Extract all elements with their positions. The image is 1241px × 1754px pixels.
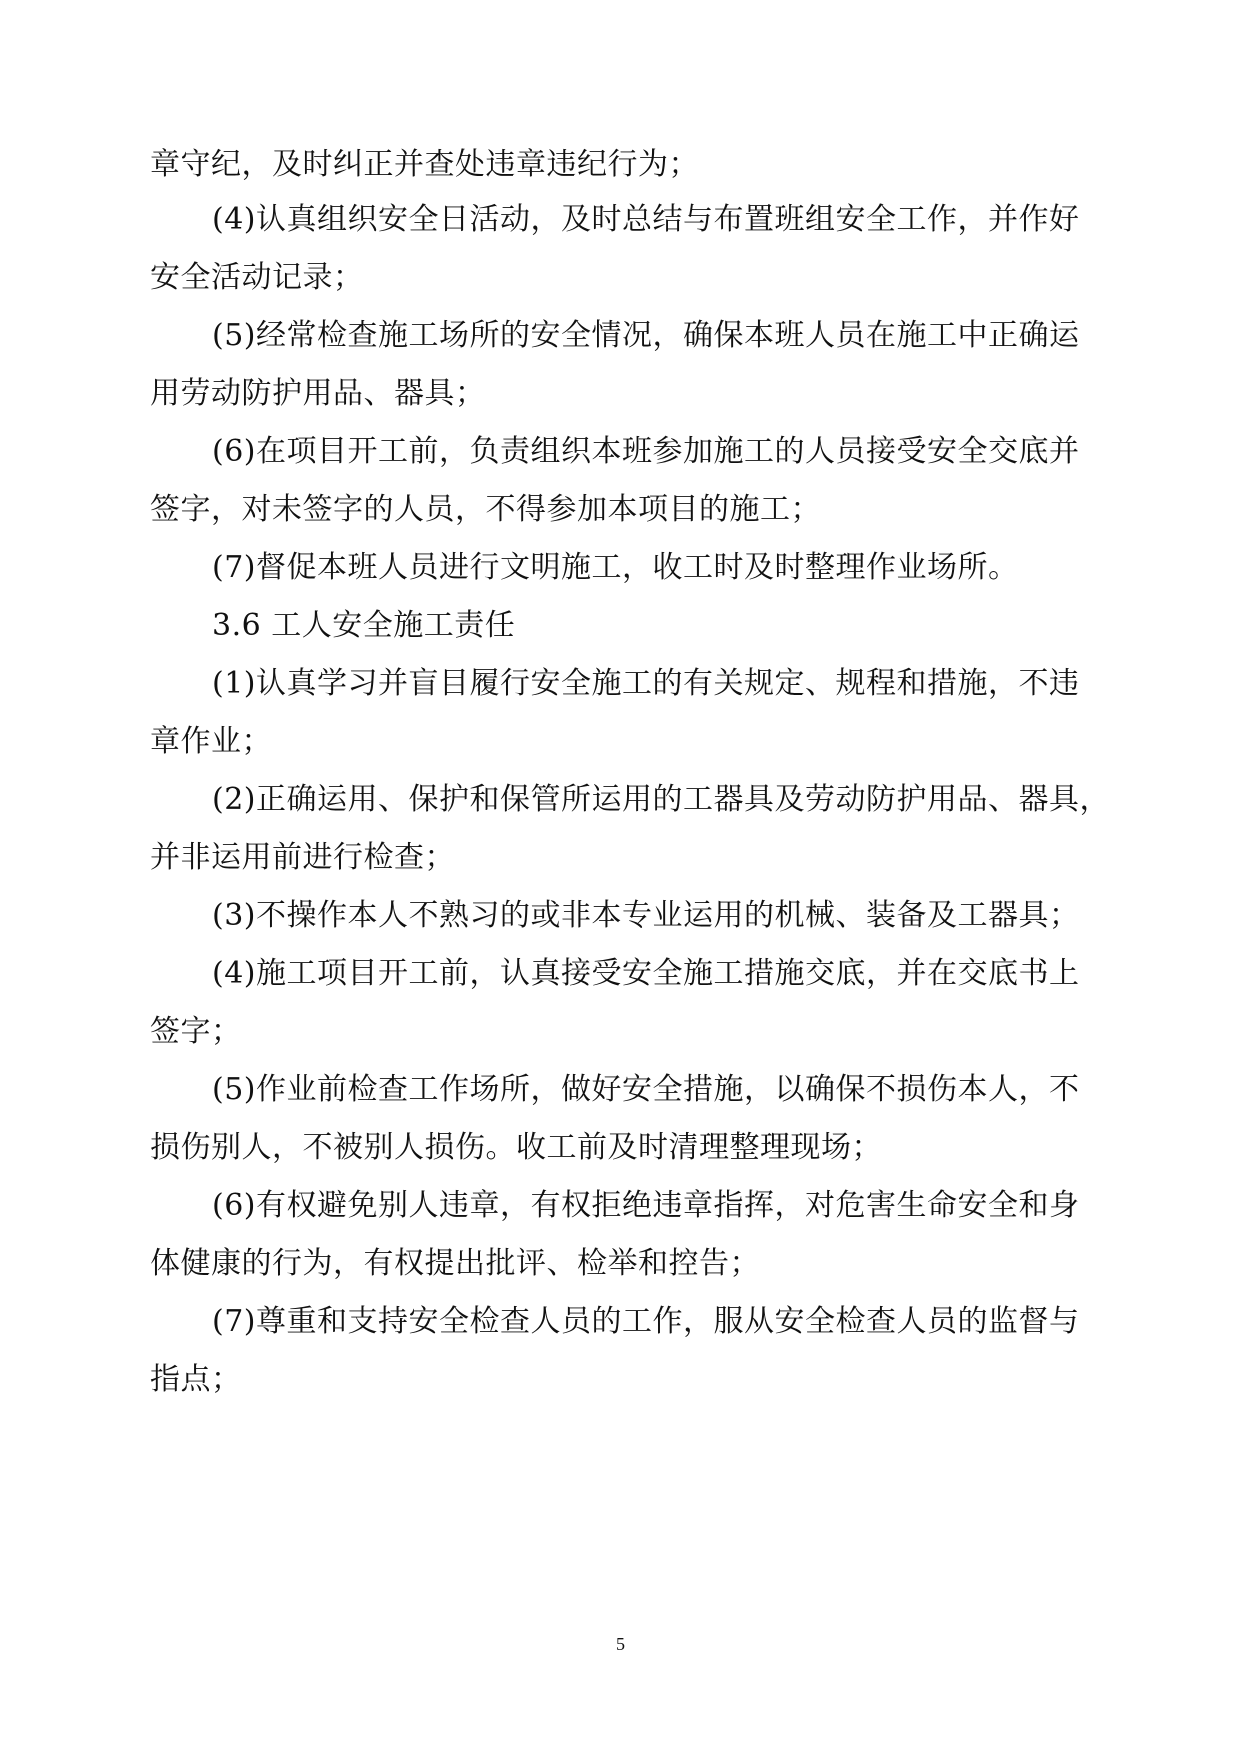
text-line: (4)认真组织安全日活动，及时总结与布置班组安全工作，并作好 [212,202,1080,237]
text-line: 损伤别人，不被别人损伤。收工前及时清理整理现场； [150,1130,882,1165]
text-line: (3)不操作本人不熟习的或非本专业运用的机械、装备及工器具； [212,898,1080,933]
text-line: (4)施工项目开工前，认真接受安全施工措施交底，并在交底书上 [212,956,1080,991]
text-line: (5)作业前检查工作场所，做好安全措施，以确保不损伤本人，不 [212,1072,1080,1107]
page-number: 5 [616,1634,625,1654]
text-line: 体健康的行为，有权提出批评、检举和控告； [150,1246,760,1281]
text-line: (6)在项目开工前，负责组织本班参加施工的人员接受安全交底并 [212,434,1080,469]
text-line: 章守纪，及时纠正并查处违章违纪行为； [150,147,699,182]
text-line: (5)经常检查施工场所的安全情况，确保本班人员在施工中正确运 [212,318,1080,353]
text-line: 用劳动防护用品、器具； [150,376,486,411]
text-line: 指点； [150,1362,242,1397]
text-line: 章作业； [150,724,272,759]
text-line: 安全活动记录； [150,260,364,295]
text-line: (7)督促本班人员进行文明施工，收工时及时整理作业场所。 [212,550,1019,585]
text-line: (2)正确运用、保护和保管所运用的工器具及劳动防护用品、器具， [212,782,1110,817]
text-line: (7)尊重和支持安全检查人员的工作，服从安全检查人员的监督与 [212,1304,1080,1339]
text-line: 签字； [150,1014,242,1049]
text-line: 签字，对未签字的人员，不得参加本项目的施工； [150,492,821,527]
section-heading: 3.6 工人安全施工责任 [212,608,516,643]
text-line: 并非运用前进行检查； [150,840,455,875]
text-line: (6)有权避免别人违章，有权拒绝违章指挥，对危害生命安全和身 [212,1188,1080,1223]
text-line: (1)认真学习并盲目履行安全施工的有关规定、规程和措施，不违 [212,666,1080,701]
